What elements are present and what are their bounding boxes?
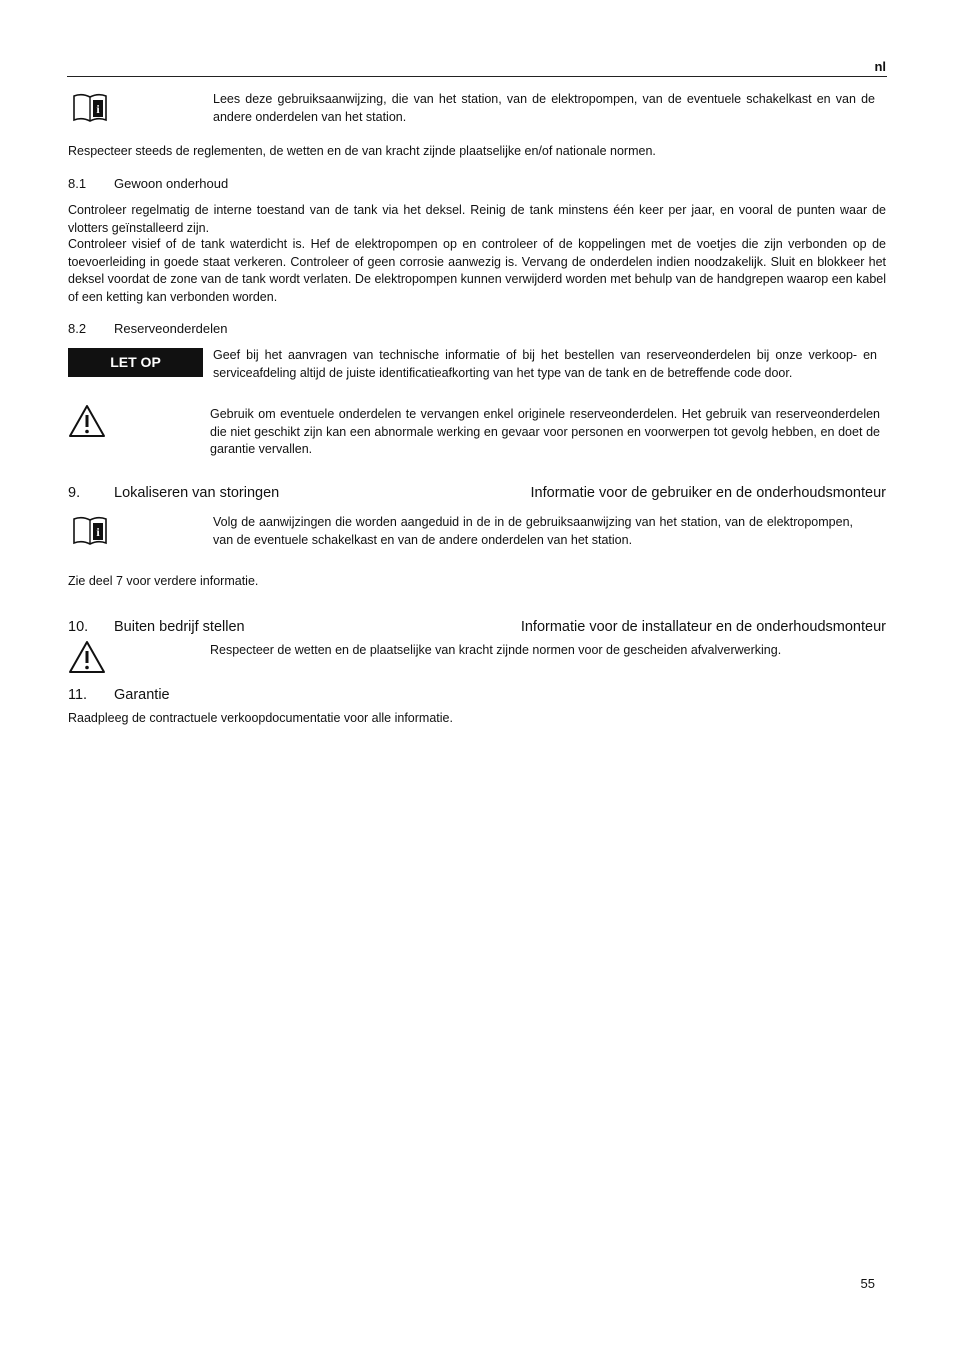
section-10-title: Buiten bedrijf stellen bbox=[114, 619, 245, 635]
section-9-title: Lokaliseren van storingen bbox=[114, 485, 280, 501]
intro-paragraph: Respecteer steeds de reglementen, de wetten en de van kracht zijnde plaatselijke en/of nationale normen. bbox=[68, 144, 656, 158]
intro-note: Lees deze gebruiksaanwijzing, die van het station, van de elektropompen, van de eventuele schakelkast en van de andere onderdelen van het station. bbox=[213, 92, 875, 124]
warning-triangle-icon bbox=[68, 640, 106, 674]
attention-text: Geef bij het aanvragen van technische informatie of bij het bestellen van reserveonderdelen bij onze verkoop- en serviceafdeling altijd de juiste identificatieafkorting van het type van de tank en de betreffende code door. bbox=[213, 348, 877, 380]
spare-parts-warning-text: Gebruik om eventuele onderdelen te vervangen enkel originele reserveonderdelen. Het gebruik van reserveonderdelen die niet geschikt zijn kan een abnormale werking en gevaar voor personen en voorwerpen tot gevolg hebben, en doet de garantie vervallen. bbox=[210, 407, 880, 456]
section-8-1-paragraph-2: Controleer visief of de tank waterdicht is. Hef de elektropompen op en controleer of de koppelingen met de voetjes die zijn verbonden op de toevoerleiding in goede staat verkeren. Controleer of geen corrosie aanwezig is. Vervang de onderdelen indien noodzakelijk. Sluit en blokkeer het deksel voordat de zone van de tank wordt verlaten. De elektropompen kunnen verwijderd worden met behulp van de handgrepen waarop een kabel of een ketting kan verbonden worden. bbox=[68, 237, 886, 304]
section-11-title: Garantie bbox=[114, 687, 170, 703]
section-11-number: 11. bbox=[68, 687, 88, 703]
section-10-warning-text: Respecteer de wetten en de plaatselijke van kracht zijnde normen voor de gescheiden afvalverwerking. bbox=[210, 643, 782, 657]
section-9-number: 9. bbox=[68, 485, 81, 501]
section-8-1-paragraph-1: Controleer regelmatig de interne toestand van de tank via het deksel. Reinig de tank minstens één keer per jaar, en vooral de punten waar de vlotters geïnstalleerd zijn. bbox=[68, 203, 886, 235]
page-number: 55 bbox=[860, 1276, 875, 1291]
attention-badge: LET OP bbox=[68, 348, 203, 377]
section-10-number: 10. bbox=[68, 619, 89, 635]
warning-triangle-icon bbox=[68, 404, 106, 438]
section-8-2-title: Reserveonderdelen bbox=[114, 321, 228, 336]
section-9-note: Volg de aanwijzingen die worden aangeduid in de in de gebruiksaanwijzing van het station, van de elektropompen, van de eventuele schakelkast en van de andere onderdelen van het station. bbox=[213, 515, 853, 547]
book-info-icon bbox=[72, 92, 108, 124]
section-11-paragraph: Raadpleeg de contractuele verkoopdocumentatie voor alle informatie. bbox=[68, 711, 453, 725]
header-rule bbox=[67, 76, 887, 77]
section-9-audience: Informatie voor de gebruiker en de onderhoudsmonteur bbox=[530, 485, 886, 501]
book-info-icon bbox=[72, 515, 108, 547]
language-code: nl bbox=[874, 59, 886, 74]
section-10-audience: Informatie voor de installateur en de onderhoudsmonteur bbox=[520, 619, 886, 635]
svg-text:i: i bbox=[96, 102, 100, 116]
svg-text:i: i bbox=[96, 525, 100, 539]
section-9-paragraph: Zie deel 7 voor verdere informatie. bbox=[68, 574, 259, 588]
section-8-2-number: 8.2 bbox=[68, 321, 87, 336]
section-8-1-title: Gewoon onderhoud bbox=[114, 176, 229, 191]
section-8-1-number: 8.1 bbox=[68, 176, 87, 191]
